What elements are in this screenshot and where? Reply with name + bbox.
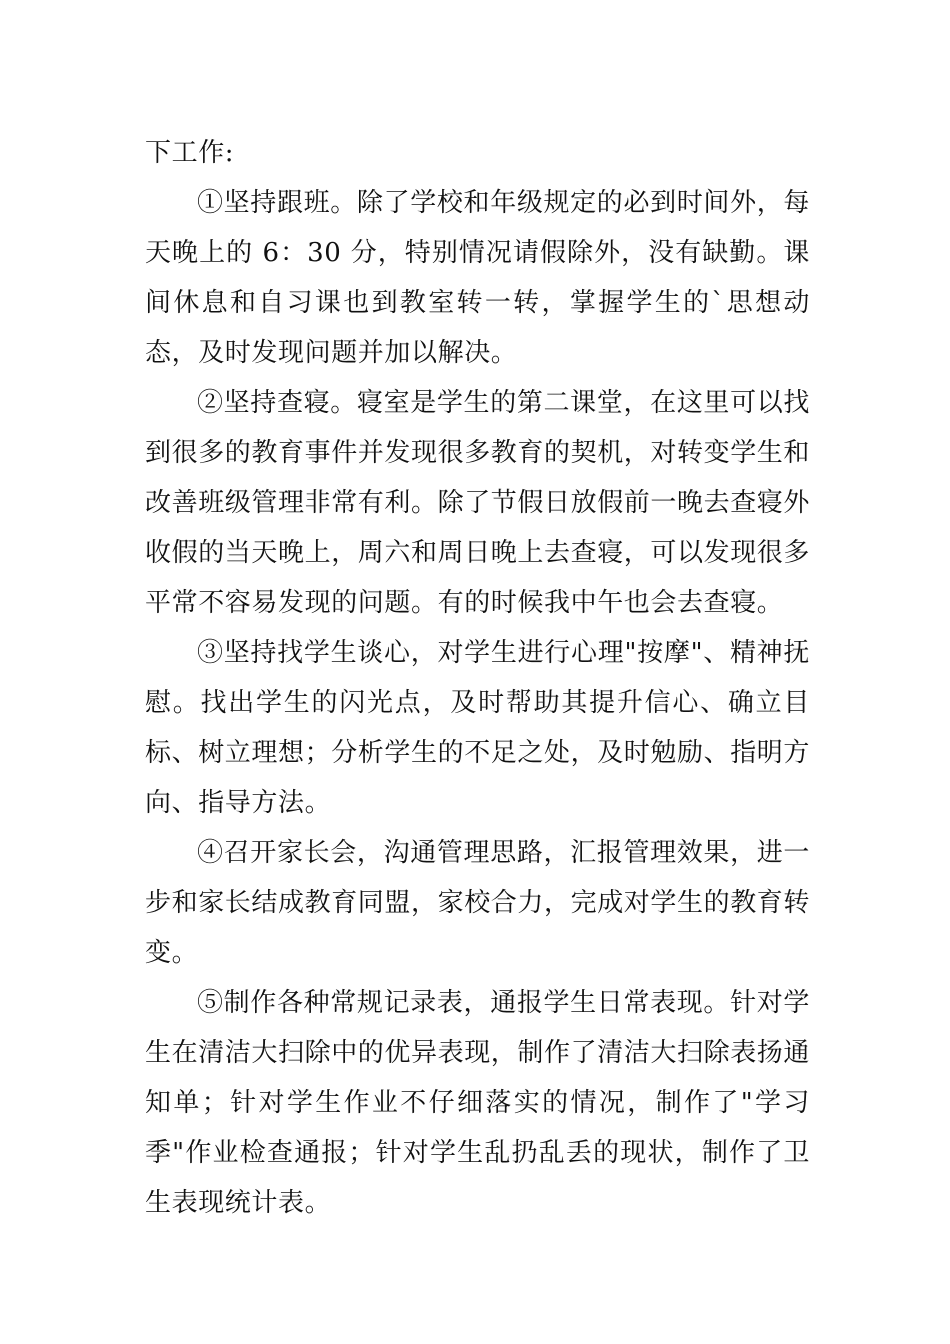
paragraph-item-3: ③坚持找学生谈心，对学生进行心理"按摩"、精神抚慰。找出学生的闪光点，及时帮助其提升信心、确立目标、树立理想；分析学生的不足之处，及时勉励、指明方向、指导方法。 [145,638,811,818]
paragraph-item-2: ②坚持查寝。寝室是学生的第二课堂，在这里可以找到很多的教育事件并发现很多教育的契机，对转变学生和改善班级管理非常有利。除了节假日放假前一晚去查寝外收假的当天晚上，周六和周日晚上去查寝，可以发现很多平常不容易发现的问题。有的时候我中午也会去查寝。 [145,388,811,618]
document-body [145,128,810,1228]
paragraph-item-4: ④召开家长会，沟通管理思路，汇报管理效果，进一步和家长结成教育同盟，家校合力，完成对学生的教育转变。 [145,838,811,968]
paragraph-item-5: ⑤制作各种常规记录表，通报学生日常表现。针对学生在清洁大扫除中的优异表现，制作了清洁大扫除表扬通知单；针对学生作业不仔细落实的情况，制作了"学习季"作业检查通报；针对学生乱扔乱丢的现状，制作了卫生表现统计表。 [145,988,811,1218]
paragraph-intro: 下工作: [145,138,235,168]
paragraph-item-1: ①坚持跟班。除了学校和年级规定的必到时间外，每天晚上的 6：30 分，特别情况请假除外，没有缺勤。课间休息和自习课也到教室转一转，掌握学生的`思想动态，及时发现问题并加以解决。 [145,188,810,368]
